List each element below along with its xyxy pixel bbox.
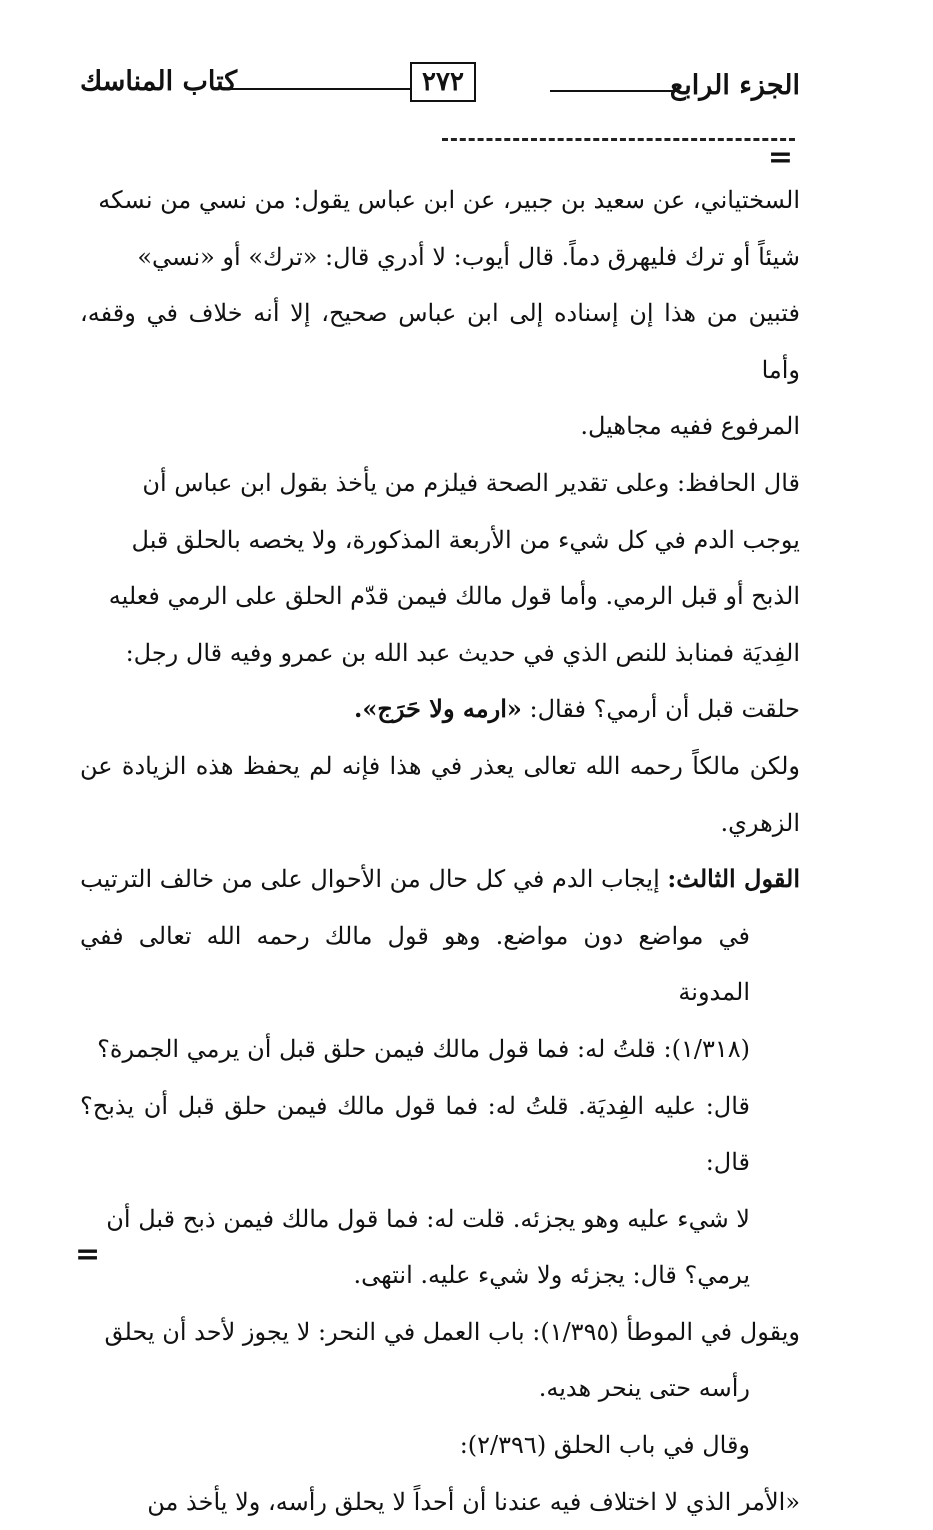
footnote-separator bbox=[442, 138, 795, 141]
text-line: السختياني، عن سعيد بن جبير، عن ابن عباس يقول: من نسي من نسكه bbox=[98, 186, 800, 214]
volume-title: الجزء الرابع bbox=[669, 70, 800, 101]
header-rule-right bbox=[550, 90, 680, 92]
text-line: الفِديَة فمنابذ للنص الذي في حديث عبد الله بن عمرو وفيه قال رجل: bbox=[125, 638, 800, 667]
page-number: ٢٧٢ bbox=[410, 62, 476, 102]
text-line: يرمي؟ قال: يجزئه ولا شيء عليه. انتهى. bbox=[353, 1261, 750, 1290]
text-segment: حلقت قبل أن أرمي؟ فقال: bbox=[521, 695, 800, 724]
text-line bbox=[80, 851, 800, 908]
page-header bbox=[80, 60, 800, 110]
text-line: المرفوع ففيه مجاهيل. bbox=[580, 412, 800, 441]
book-title: كتاب المناسك bbox=[80, 66, 238, 97]
text-line: (١/٣١٨): قلتُ له: فما قول مالك فيمن حلق قبل أن يرمي الجمرة؟ bbox=[97, 1034, 750, 1063]
continuation-mark-top: = bbox=[767, 140, 793, 175]
text-line: قال الحافظ: وعلى تقدير الصحة فيلزم من يأخذ بقول ابن عباس أن bbox=[142, 468, 800, 497]
text-segment: إيجاب الدم في كل حال من الأحوال على من خالف الترتيب bbox=[80, 865, 668, 894]
text-line: وقال في باب الحلق (٢/٣٩٦): bbox=[459, 1431, 750, 1460]
continuation-mark-bottom: = bbox=[75, 1237, 101, 1272]
text-line: يوجب الدم في كل شيء من الأربعة المذكورة، ولا يخصه بالحلق قبل bbox=[131, 525, 800, 554]
text-line: لا شيء عليه وهو يجزئه. قلت له: فما قول مالك فيمن ذبح قبل أن bbox=[106, 1204, 750, 1233]
text-line: رأسه حتى ينحر هديه. bbox=[538, 1374, 750, 1403]
text-line: ويقول في الموطأ (١/٣٩٥): باب العمل في النحر: لا يجوز لأحد أن يحلق bbox=[104, 1317, 800, 1346]
text-line: ولكن مالكاً رحمه الله تعالى يعذر في هذا فإنه لم يحفظ هذه الزيادة عن الزهري. bbox=[80, 751, 800, 837]
text-line: شيئاً أو ترك فليهرق دماً. قال أيوب: لا أدري قال: «ترك» أو «نسي» bbox=[137, 242, 800, 271]
text-line: فتبين من هذا إن إسناده إلى ابن عباس صحيح، إلا أنه خلاف في وقفه، وأما bbox=[80, 299, 800, 384]
section-label: القول الثالث: bbox=[667, 864, 800, 894]
hadith-quote: «ارمه ولا حَرَج». bbox=[353, 694, 522, 724]
header-rule-left bbox=[230, 88, 410, 90]
page-body bbox=[80, 172, 800, 1530]
text-line: قال: عليه الفِديَة. قلتُ له: فما قول مالك فيمن حلق قبل أن يذبح؟ قال: bbox=[80, 1091, 750, 1177]
text-line: «الأمر الذي لا اختلاف فيه عندنا أن أحداً لا يحلق رأسه، ولا يأخذ من bbox=[147, 1487, 800, 1516]
text-line: الذبح أو قبل الرمي. وأما قول مالك فيمن قدّم الحلق على الرمي فعليه bbox=[108, 582, 800, 611]
text-line bbox=[80, 681, 800, 738]
text-line: في مواضع دون مواضع. وهو قول مالك رحمه الله تعالى ففي المدونة bbox=[80, 921, 750, 1007]
